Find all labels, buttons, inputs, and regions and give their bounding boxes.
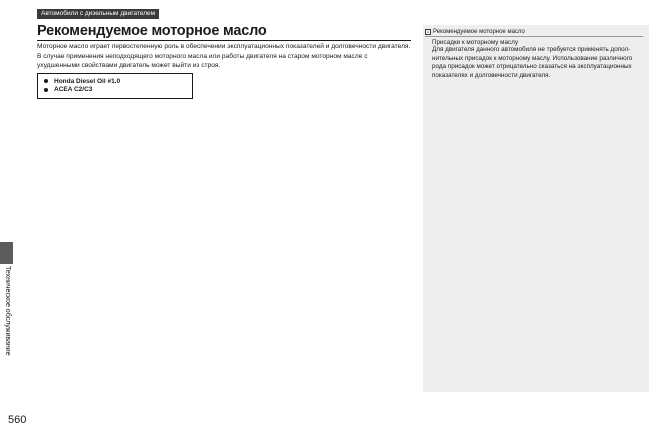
page-number: 560: [8, 414, 27, 426]
section-tab-marker: [0, 242, 13, 264]
note-text: Для двигателя данного автомобиля не требуется применять допол-нительных присадок к моторному маслу. Использование различного рода присадок может отрицательно сказаться на эксплуатационных показателях и долговечности двигателя.: [432, 46, 633, 80]
note-panel: [423, 25, 649, 392]
note-reference-icon: 1: [426, 28, 430, 34]
oil-spec-label: ACEA C2/C3: [54, 86, 93, 94]
intro-paragraph: Моторное масло играет первостепенную роль в обеспечении эксплуатационных показателей и долговечности двигателя. В случае применения неподходящего моторного масла или работы двигателя на старом моторном масле с ухудшенными свойствами двигатель может выйти из строя.: [37, 43, 411, 70]
bullet-icon: [44, 79, 48, 83]
note-title: Рекомендуемое моторное масло: [433, 28, 525, 35]
recommended-oil-box: [37, 73, 193, 99]
oil-spec-label: Honda Diesel Oil #1.0: [54, 77, 121, 85]
oil-spec-item: [44, 86, 192, 95]
section-side-label: Техническое обслуживание: [4, 266, 11, 356]
oil-spec-item: [44, 77, 192, 86]
breadcrumb: Автомобили с дизельным двигателем: [37, 9, 159, 19]
title-divider: [37, 40, 411, 41]
bullet-icon: [44, 88, 48, 92]
note-subtitle: Присадки к моторному маслу: [432, 39, 518, 46]
note-header: [425, 27, 643, 37]
page-title: Рекомендуемое моторное масло: [37, 23, 267, 39]
